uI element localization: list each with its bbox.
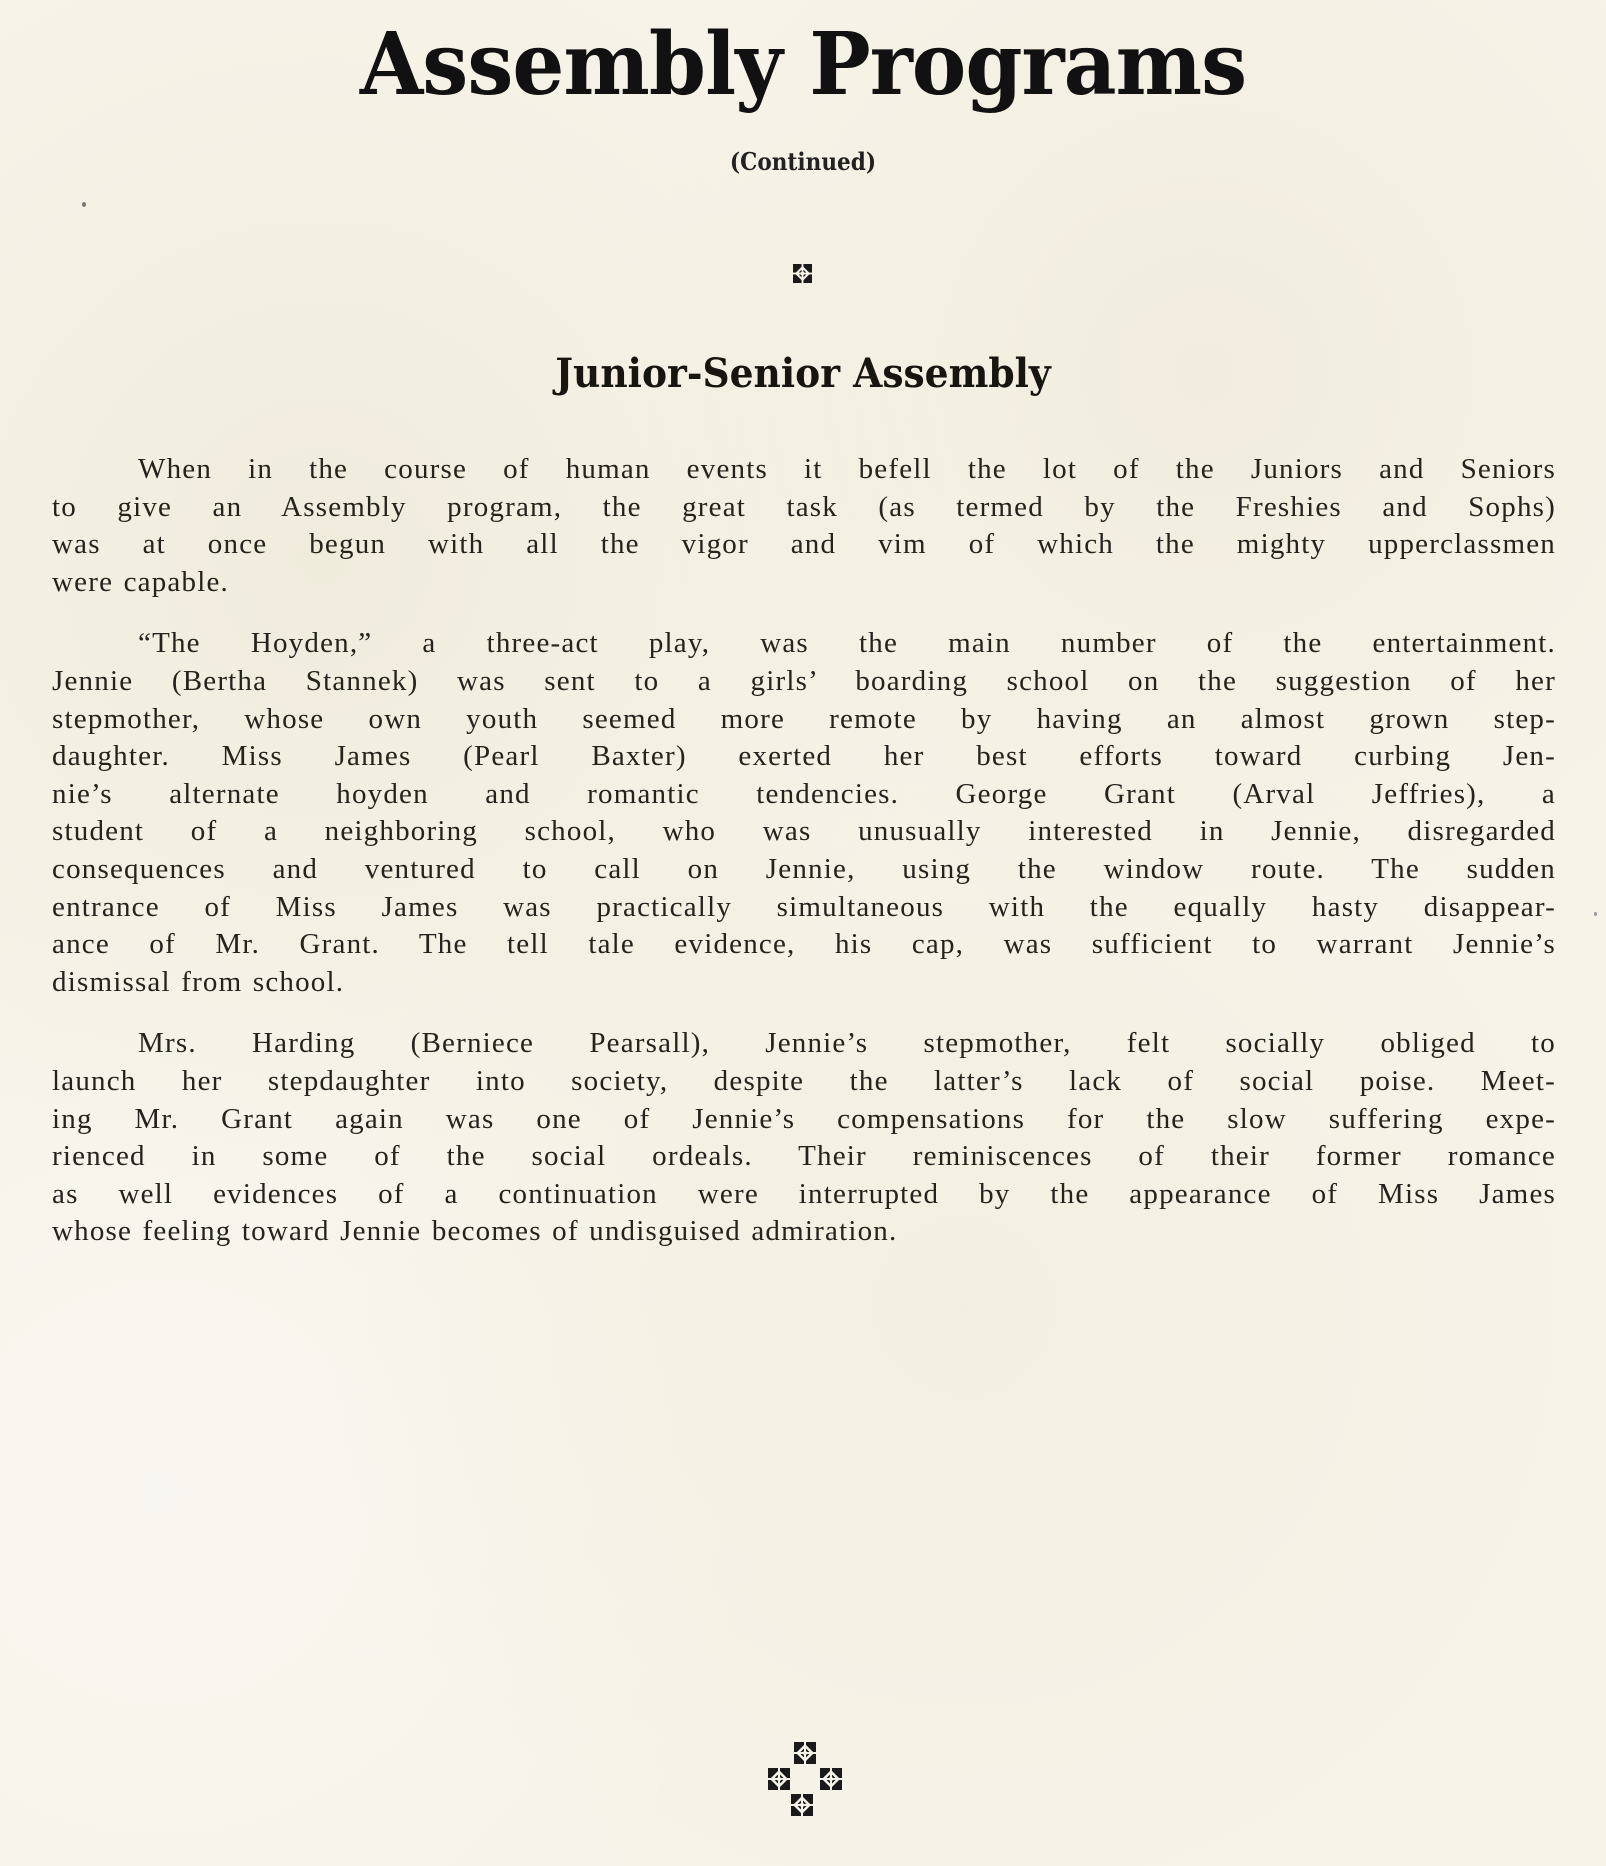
quatrefoil-ornament-icon	[793, 264, 812, 283]
text-line: When in the course of human events it befell the lot of the Juniors and Seniors	[138, 453, 1556, 485]
text-line: ance of Mr. Grant. The tell tale evidence, his cap, was sufficient to warrant Jennie’s	[52, 928, 1556, 961]
section-heading: Junior-Senior Assembly	[555, 350, 1051, 397]
text-line: Jennie (Bertha Stannek) was sent to a girls’ boarding school on the suggestion of her	[52, 664, 1556, 697]
text-line: “The Hoyden,” a three-act play, was the main number of the entertainment.	[138, 627, 1556, 660]
text-line: student of a neighboring school, who was unusually interested in Jennie, disregarded	[52, 815, 1556, 848]
text-line: launch her stepdaughter into society, despite the latter’s lack of social poise. Meet-	[52, 1064, 1556, 1097]
page-subtitle: (Continued)	[729, 147, 877, 176]
text-line: nie’s alternate hoyden and romantic tendencies. George Grant (Arval Jeffries), a	[52, 777, 1556, 810]
text-line: dismissal from school.	[52, 965, 345, 998]
text-line: consequences and ventured to call on Jennie, using the window route. The sudden	[52, 852, 1556, 885]
print-speck	[1594, 912, 1597, 916]
text-line: as well evidences of a continuation were interrupted by the appearance of Miss James	[52, 1177, 1556, 1210]
text-line: daughter. Miss James (Pearl Baxter) exerted her best efforts toward curbing Jen-	[52, 740, 1556, 773]
paragraph-1	[52, 451, 1556, 601]
text-line: whose feeling toward Jennie becomes of undisguised admiration.	[52, 1215, 898, 1248]
paragraph-2	[52, 625, 1556, 1001]
text-line: stepmother, whose own youth seemed more remote by having an almost grown step-	[52, 702, 1556, 735]
text-line: to give an Assembly program, the great task (as termed by the Freshies and Sophs)	[52, 490, 1556, 523]
text-line: ing Mr. Grant again was one of Jennie’s compensations for the slow suffering expe-	[52, 1102, 1556, 1135]
article-body	[52, 451, 1556, 1275]
text-line: were capable.	[52, 565, 229, 598]
text-line: rienced in some of the social ordeals. Their reminiscences of their former romance	[52, 1140, 1556, 1173]
text-line: was at once begun with all the vigor and vim of which the mighty upperclassmen	[52, 528, 1556, 561]
text-line: entrance of Miss James was practically simultaneous with the equally hasty disappear-	[52, 890, 1556, 923]
paragraph-3	[52, 1025, 1556, 1251]
text-line: Mrs. Harding (Berniece Pearsall), Jennie’s stepmother, felt socially obliged to	[138, 1027, 1556, 1060]
cross-of-quatrefoils-ornament-icon	[767, 1742, 843, 1818]
print-speck	[82, 202, 86, 207]
page-title: Assembly Programs	[359, 14, 1247, 115]
